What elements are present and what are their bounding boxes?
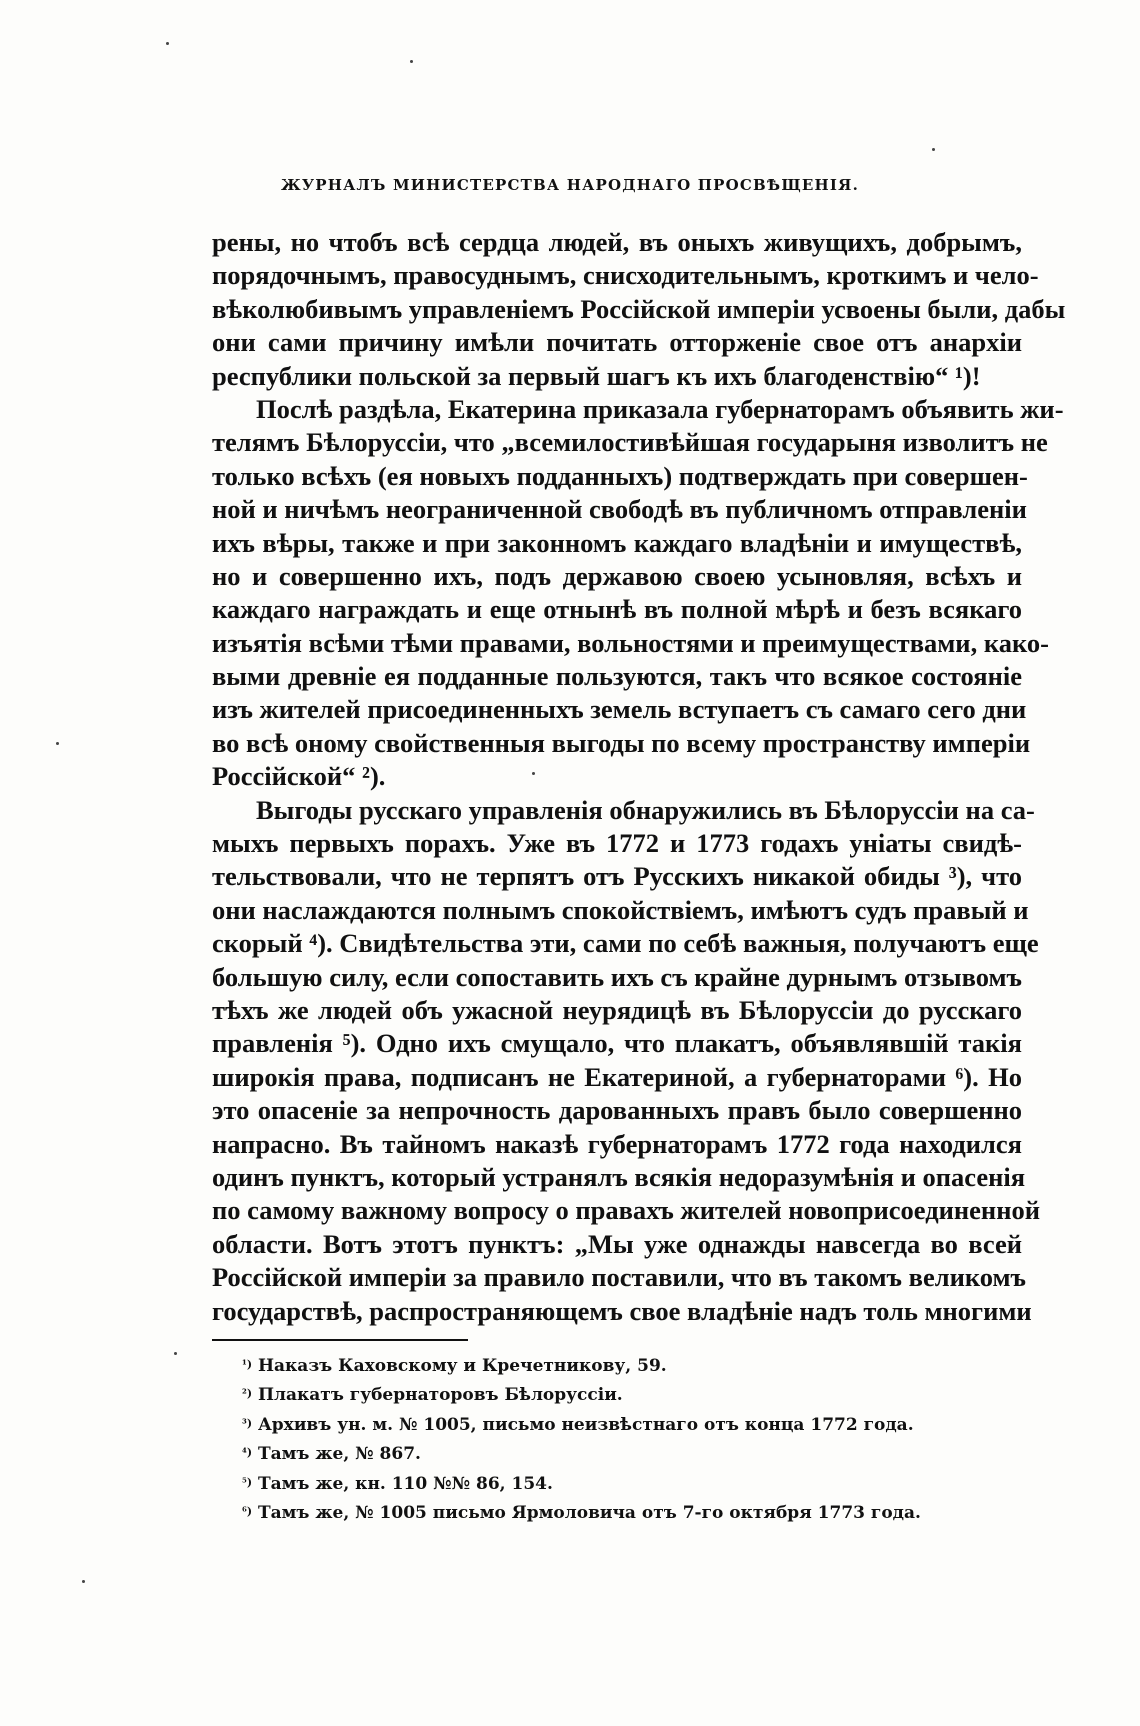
text-line: напрасно. Въ тайномъ наказѣ губернаторамъ 1772 года находился bbox=[212, 1128, 1022, 1159]
text-line: они наслаждаются полнымъ спокойствіемъ, имѣютъ судъ правый и bbox=[212, 894, 1029, 925]
text-line: широкія права, подписанъ не Екатериной, а губернаторами ⁶). Но bbox=[212, 1061, 1022, 1092]
text-line: по самому важному вопросу о правахъ жителей новоприсоединенной bbox=[212, 1195, 1040, 1226]
text-line: только всѣхъ (ея новыхъ подданныхъ) подтверждать при совершен- bbox=[212, 460, 1028, 491]
footnote-divider bbox=[212, 1339, 468, 1341]
text-line: мыхъ первыхъ порахъ. Уже въ 1772 и 1773 годахъ уніаты свидѣ- bbox=[212, 828, 1022, 859]
text-line: тѣхъ же людей объ ужасной неурядицѣ въ Бѣлоруссіи до русскаго bbox=[212, 994, 1022, 1025]
footnote-mark: ³) bbox=[242, 1416, 253, 1430]
text-line: Россійской“ ²). bbox=[212, 761, 386, 792]
footnote-mark: ⁴) bbox=[242, 1446, 253, 1460]
footnote-text: Наказъ Каховскому и Кречетникову, 59. bbox=[257, 1356, 667, 1376]
text-line: вѣколюбивымъ управленіемъ Россійской имперіи усвоены были, дабы bbox=[212, 293, 1066, 324]
footnote-text: Плакатъ губернаторовъ Бѣлоруссіи. bbox=[257, 1385, 623, 1406]
footnote-item bbox=[242, 1411, 1002, 1440]
scan-speck bbox=[166, 42, 169, 45]
scan-speck bbox=[56, 742, 59, 745]
main-text bbox=[212, 226, 1066, 1328]
text-line: ной и ничѣмъ неограниченной свободѣ въ публичномъ отправленіи bbox=[212, 494, 1027, 525]
footnote-mark: ⁵) bbox=[242, 1475, 253, 1489]
footnote-text: Тамъ же, № 1005 письмо Ярмоловича отъ 7-го октября 1773 года. bbox=[257, 1503, 921, 1524]
footnote-mark: ¹) bbox=[242, 1358, 253, 1371]
text-line: государствѣ, распространяющемъ свое владѣніе надъ толь многими bbox=[212, 1295, 1032, 1326]
text-line: изъятія всѣми тѣми правами, вольностями и преимуществами, како- bbox=[212, 627, 1049, 658]
text-line: одинъ пунктъ, который устранялъ всякія недоразумѣнія и опасенія bbox=[212, 1161, 1026, 1192]
text-line: Россійской имперіи за правило поставили, что въ такомъ великомъ bbox=[212, 1262, 1027, 1293]
text-line: телямъ Бѣлоруссіи, что „всемилостивѣйшая государыня изволитъ не bbox=[212, 427, 1048, 458]
scan-speck bbox=[532, 772, 535, 775]
text-line: во всѣ оному свойственныя выгоды по всему пространству имперіи bbox=[212, 727, 1031, 758]
paragraph-start-line: Послѣ раздѣла, Екатерина приказала губернаторамъ объявить жи- bbox=[256, 393, 1064, 424]
footnotes bbox=[242, 1352, 1002, 1528]
text-line: правленія ⁵). Одно ихъ смущало, что плакатъ, объявлявшій такія bbox=[212, 1028, 1022, 1059]
scan-speck bbox=[932, 148, 935, 151]
text-line: изъ жителей присоединенныхъ земель вступаетъ съ самаго сего дни bbox=[212, 694, 1027, 725]
text-line: большую силу, если сопоставить ихъ съ крайне дурнымъ отзывомъ bbox=[212, 961, 1022, 992]
text-line: рены, но чтобъ всѣ сердца людей, въ оныхъ живущихъ, добрымъ, bbox=[212, 227, 1022, 257]
text-line: каждаго награждать и еще отнынѣ въ полной мѣрѣ и безъ всякаго bbox=[212, 594, 1022, 625]
footnote-text: Архивъ ун. м. № 1005, письмо неизвѣстнаго отъ конца 1772 года. bbox=[257, 1414, 914, 1435]
text-line: скорый ⁴). Свидѣтельства эти, сами по себѣ важныя, получаютъ еще bbox=[212, 928, 1039, 959]
footnote-text: Тамъ же, № 867. bbox=[257, 1444, 421, 1465]
scan-speck bbox=[410, 60, 413, 63]
text-line: они сами причину имѣли почитать отторженіе свое отъ анархіи bbox=[212, 327, 1022, 358]
footnote-item bbox=[242, 1352, 1002, 1381]
text-line: области. Вотъ этотъ пунктъ: „Мы уже однажды навсегда во всей bbox=[212, 1228, 1022, 1259]
text-line: тельствовали, что не терпятъ отъ Русскихъ никакой обиды ³), что bbox=[212, 861, 1022, 892]
text-line: ихъ вѣры, также и при законномъ каждаго владѣніи и имуществѣ, bbox=[212, 527, 1022, 558]
footnote-item bbox=[242, 1381, 1002, 1410]
paragraph-start-line: Выгоды русскаго управленія обнаружились въ Бѣлоруссіи на са- bbox=[256, 794, 1035, 825]
text-line: порядочнымъ, правосуднымъ, снисходительнымъ, кроткимъ и чело- bbox=[212, 260, 1039, 291]
footnote-item bbox=[242, 1499, 1002, 1528]
footnote-mark: ⁶) bbox=[242, 1505, 253, 1519]
text-line: республики польской за первый шагъ къ ихъ благоденствію“ ¹)! bbox=[212, 360, 981, 391]
footnote-mark: ²) bbox=[242, 1387, 253, 1401]
text-line: но и совершенно ихъ, подъ державою своею усыновляя, всѣхъ и bbox=[212, 560, 1022, 591]
running-header: ЖУРНАЛЪ МИНИСТЕРСТВА НАРОДНАГО ПРОСВѢЩЕНІЯ. bbox=[280, 176, 859, 194]
footnote-item bbox=[242, 1440, 1002, 1469]
scan-speck bbox=[82, 1580, 85, 1583]
footnote-item bbox=[242, 1470, 1002, 1499]
text-line: выми древніе ея подданные пользуются, такъ что всякое состояніе bbox=[212, 661, 1022, 692]
scan-speck bbox=[174, 1352, 177, 1355]
text-line: это опасеніе за непрочность дарованныхъ правъ было совершенно bbox=[212, 1095, 1022, 1126]
footnote-text: Тамъ же, кн. 110 №№ 86, 154. bbox=[257, 1473, 553, 1494]
